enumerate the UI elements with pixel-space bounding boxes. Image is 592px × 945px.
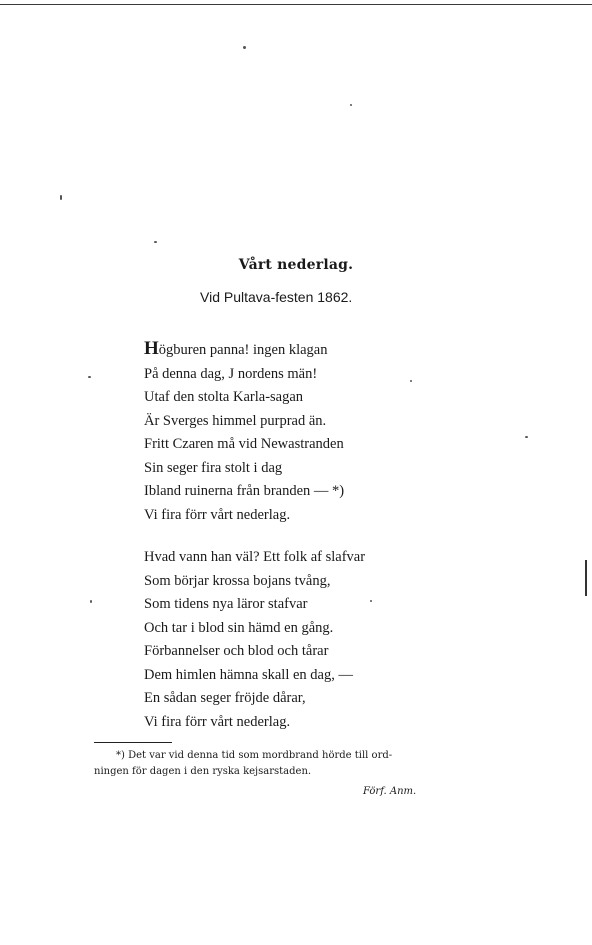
stanza-1	[144, 339, 344, 527]
scan-speck	[90, 600, 92, 603]
verse-line: Och tar i blod sin hämd en gång.	[144, 619, 334, 636]
verse-line: Förbannelser och blod och tårar	[144, 643, 329, 659]
scan-speck	[525, 436, 528, 438]
footnote-line: ningen för dagen i den ryska kejsarstaden.	[94, 766, 312, 777]
verse-line: Som tidens nya läror stafvar	[144, 596, 308, 612]
scan-speck	[154, 241, 157, 243]
verse-line: Är Sverges himmel purprad än.	[144, 412, 327, 429]
verse-line: Hvad vann han väl? Ett folk af slafvar	[144, 549, 366, 565]
verse-line: Utaf den stolta Karla-sagan	[144, 389, 304, 405]
footnote	[94, 748, 474, 780]
scan-speck	[243, 46, 246, 49]
scan-speck	[60, 195, 62, 200]
verse-line: Fritt Czaren må vid Newastranden	[144, 436, 344, 452]
verse-line	[144, 339, 344, 363]
author-note: Förf. Anm.	[363, 786, 417, 797]
stanza-2	[144, 546, 365, 734]
verse-line: En sådan seger fröjde dårar,	[144, 690, 306, 706]
footnote-rule	[94, 742, 172, 743]
scan-speck	[370, 600, 372, 602]
poem-title: Vårt nederlag.	[238, 257, 354, 273]
scan-speck	[88, 376, 91, 378]
verse-line-rest: ögburen panna! ingen klagan	[158, 342, 328, 358]
page-top-rule	[0, 4, 592, 5]
verse-line: Dem himlen hämna skall en dag, —	[144, 666, 353, 683]
verse-line: Ibland ruinerna från branden — *)	[144, 483, 345, 499]
drop-cap: H	[144, 338, 159, 359]
verse-line: Vi fira förr vårt nederlag.	[144, 506, 291, 523]
verse-line: Vi fira förr vårt nederlag.	[144, 713, 291, 730]
footnote-line: *) Det var vid denna tid som mordbrand hörde till ord-	[116, 750, 393, 761]
verse-line: Som börjar krossa bojans tvång,	[144, 572, 331, 589]
poem-subtitle: Vid Pultava-festen 1862.	[200, 289, 353, 305]
scan-edge-mark	[585, 560, 587, 596]
verse-line: På denna dag, J nordens män!	[144, 365, 318, 382]
scan-speck	[410, 380, 412, 382]
scan-speck	[350, 104, 352, 106]
verse-line: Sin seger fira stolt i dag	[144, 459, 283, 476]
